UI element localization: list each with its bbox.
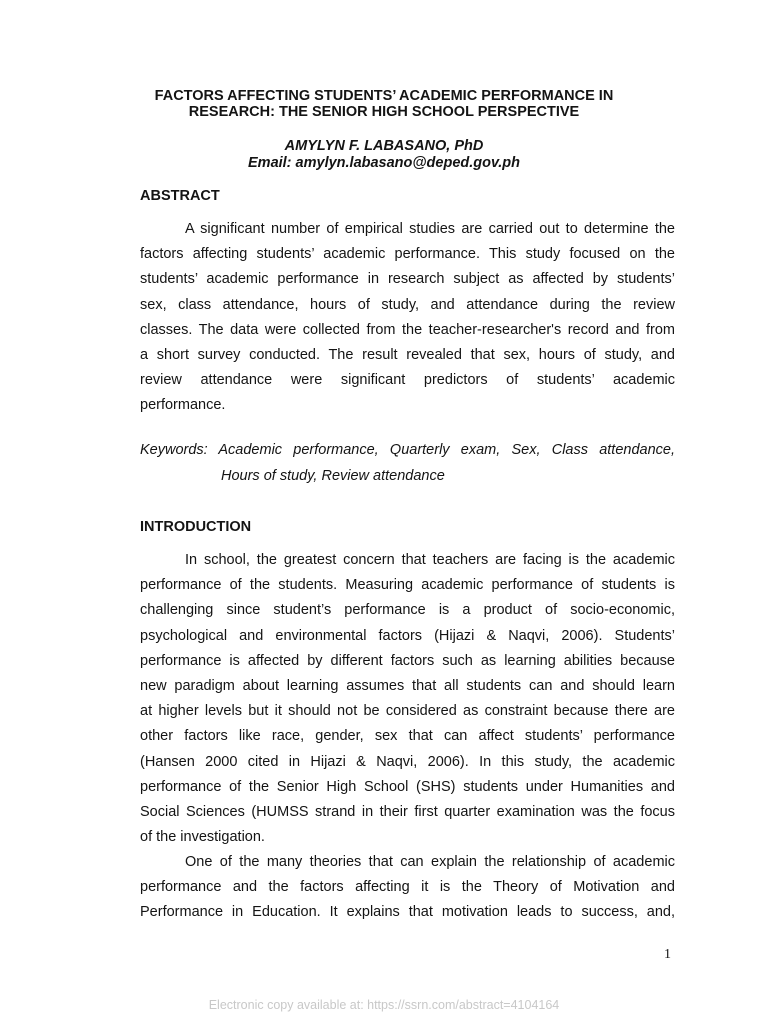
keywords (140, 438, 675, 489)
intro-line: of the investigation. (140, 829, 265, 846)
intro-line: performance of the students. Measuring academic performance of students is (140, 577, 675, 594)
intro-line: In school, the greatest concern that teachers are facing is the academic (185, 552, 675, 568)
intro-line: performance is affected by different factors such as learning abilities because (140, 652, 675, 669)
abstract-line: students’ academic performance in research subject as affected by students’ (140, 271, 675, 288)
intro-line: at higher levels but it should not be considered as constraint because there are (140, 703, 675, 720)
intro-line: performance and the factors affecting it is the Theory of Motivation and (140, 879, 675, 896)
intro-line: challenging since student’s performance is a product of socio-economic, (140, 602, 675, 619)
abstract-line: A significant number of empirical studies are carried out to determine the (185, 221, 675, 237)
introduction-paragraph-1 (140, 548, 675, 850)
introduction-heading: INTRODUCTION (140, 519, 252, 535)
abstract-line: a short survey conducted. The result revealed that sex, hours of study, and (140, 347, 675, 364)
author-email: Email: amylyn.labasano@deped.gov.ph (248, 155, 520, 171)
paper-title (100, 88, 668, 120)
intro-line: (Hansen 2000 cited in Hijazi & Naqvi, 2006). In this study, the academic (140, 753, 675, 770)
intro-line: performance of the Senior High School (SHS) students under Humanities and (140, 778, 675, 795)
introduction-paragraph-2 (140, 850, 675, 926)
title-line-2: RESEARCH: THE SENIOR HIGH SCHOOL PERSPECTIVE (188, 104, 580, 120)
author-name: AMYLYN F. LABASANO, PhD (284, 138, 484, 154)
abstract-line: review attendance were significant predictors of students’ academic (140, 372, 675, 389)
intro-line: psychological and environmental factors (Hijazi & Naqvi, 2006). Students’ (140, 627, 675, 644)
abstract-paragraph (140, 217, 675, 419)
intro-line: new paradigm about learning assumes that all students can and should learn (140, 678, 675, 695)
intro-line: Performance in Education. It explains that motivation leads to success, and, (140, 904, 675, 921)
abstract-heading: ABSTRACT (140, 188, 220, 204)
abstract-line: classes. The data were collected from the teacher-researcher's record and from (140, 321, 675, 338)
keywords-line-1: Keywords: Academic performance, Quarterly exam, Sex, Class attendance, (140, 442, 675, 458)
intro-line: Social Sciences (HUMSS strand in their first quarter examination was the focus (140, 804, 675, 821)
abstract-line: sex, class attendance, hours of study, and attendance during the review (140, 296, 675, 313)
page-number: 1 (664, 947, 671, 962)
author-block (100, 138, 668, 172)
ssrn-footer: Electronic copy available at: https://ssrn.com/abstract=4104164 (208, 998, 560, 1012)
intro-line: other factors like race, gender, sex that can affect students’ performance (140, 728, 675, 745)
title-line-1: FACTORS AFFECTING STUDENTS’ ACADEMIC PERFORMANCE IN (154, 88, 614, 104)
keywords-line-2: Hours of study, Review attendance (221, 467, 445, 484)
abstract-line: factors affecting students’ academic performance. This study focused on the (140, 246, 675, 263)
abstract-line: performance. (140, 397, 226, 414)
intro-line: One of the many theories that can explain the relationship of academic (185, 854, 675, 870)
